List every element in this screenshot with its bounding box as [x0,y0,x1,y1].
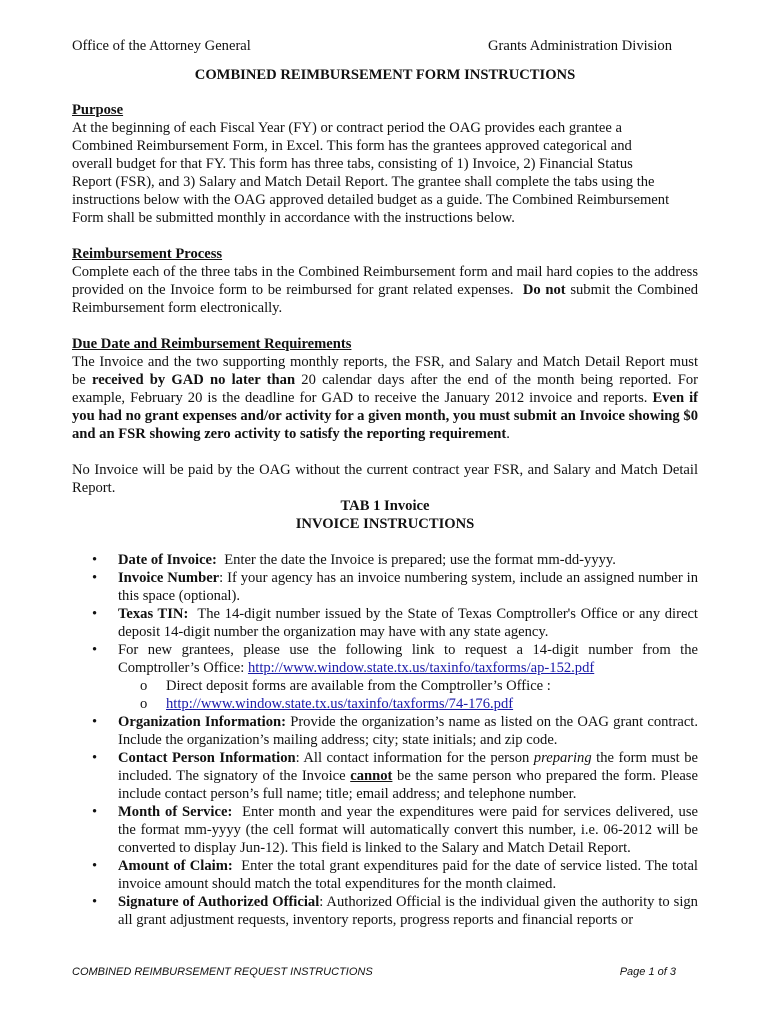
due-date-text-3: . [506,426,510,442]
due-date-text-1: The Invoice and the two supporting monthly reports, the FSR, and Salary and Match Detail Report must be [72,354,698,388]
tab-title: TAB 1 Invoice [340,498,430,514]
bullet-icon: • [92,714,98,730]
bullet-text: Enter month and year the expenditures were paid for services delivered, use the format mm-yyyy (the cell format will automatically convert this number, i.e. 06-2012 will be converted to display Jun-12). This field is linked to the Salary and Match Detail Report. [118,804,699,856]
bullet-cannot: cannot [350,768,393,784]
bullet-text: : If your agency has an invoice numbering system, include an assigned number in this space (optional). [118,570,698,604]
direct-deposit-form-link[interactable]: http://www.window.state.tx.us/taxinfo/taxforms/74-176.pdf [166,696,514,712]
reimbursement-text-main: Complete each of the three tabs in the Combined Reimbursement form and mail hard copies to the address provided on the Invoice form to be reimbursed for grant related expenses. [72,264,698,298]
list-item-texas-tin [72,605,698,641]
page-header [72,37,672,57]
bullet-label: Contact Person Information [118,750,296,766]
reimbursement-do-not: Do not [522,282,566,298]
list-item-organization-information [72,713,698,749]
list-item-amount-of-claim [72,857,698,893]
reimbursement-heading: Reimbursement Process [72,246,223,262]
bullet-text: The 14-digit number issued by the State of Texas Comptroller's Office or any direct deposit 14-digit number the organization may have with any state agency. [118,606,698,640]
document-body [72,101,698,929]
purpose-section [72,101,698,227]
due-date-text-2: 20 calendar days after the end of the month being reported. For example, February 20 is the deadline for GAD to receive the January 2012 invoice and reports. [72,372,699,406]
list-item-new-grantees [72,641,698,713]
bullet-label: Date of Invoice: [118,552,217,568]
purpose-line: Report (FSR), and 3) Salary and Match Detail Report. The grantee shall complete the tabs using the [72,174,655,190]
due-date-bold-2: Even if you had no grant expenses and/or activity for a given month, you must submit an Invoice showing $0 and an FSR showing zero activity to satisfy the reporting requirement [72,390,698,442]
invoice-instructions-list [72,551,698,929]
bullet-italic: preparing [533,750,592,766]
bullet-text: : All contact information for the person [295,750,530,766]
bullet-icon: • [92,642,98,658]
page-footer [72,963,676,979]
page-number: Page 1 of 3 [619,966,676,978]
comptroller-ap152-link[interactable]: http://www.window.state.tx.us/taxinfo/taxforms/ap-152.pdf [247,660,595,676]
bullet-icon: • [92,894,98,910]
bullet-icon: • [92,570,98,586]
document-title: COMBINED REIMBURSEMENT FORM INSTRUCTIONS [194,67,576,83]
sub-item-direct-deposit [118,677,698,695]
bullet-text: Provide the organization’s name as listed on the OAG grant contract. Include the organization’s mailing address; city; state initials; and zip code. [118,714,698,748]
list-item-invoice-number [72,569,698,605]
purpose-heading: Purpose [72,102,124,118]
sub-bullet-icon: o [140,696,148,712]
bullet-label: Amount of Claim: [118,858,233,874]
no-invoice-text: No Invoice will be paid by the OAG without the current contract year FSR, and Salary and Match Detail Report. [72,462,698,496]
bullet-icon: • [92,606,98,622]
bullet-text: the form must be included. The signatory of the Invoice [118,750,698,784]
bullet-text: For new grantees, please use the following link to request a 14-digit number from the Comptroller’s Office: [118,642,698,676]
purpose-line: At the beginning of each Fiscal Year (FY) or contract period the OAG provides each grantee a [72,120,622,136]
sub-item-link [118,695,698,713]
bullet-text: Enter the date the Invoice is prepared; use the format mm-dd-yyyy. [224,552,616,568]
due-date-text [72,353,698,443]
purpose-line: Form shall be submitted monthly in accordance with the instructions below. [72,210,515,226]
due-date-bold-1: received by GAD no later than [91,372,296,388]
bullet-label: Invoice Number [118,570,220,586]
bullet-label: Texas TIN: [118,606,189,622]
bullet-icon: • [92,552,98,568]
header-division: Grants Administration Division [487,38,672,54]
bullet-label: Month of Service: [118,804,233,820]
purpose-line: overall budget for that FY. This form has three tabs, consisting of 1) Invoice, 2) Financial Status [72,156,633,172]
purpose-line: Combined Reimbursement Form, in Excel. This form has the grantees approved categorical and [72,138,632,154]
bullet-icon: • [92,750,98,766]
reimbursement-section [72,245,698,317]
list-item-signature [72,893,698,929]
list-item-contact-person [72,749,698,803]
due-date-heading: Due Date and Reimbursement Requirements [72,336,352,352]
bullet-label: Organization Information: [118,714,286,730]
sub-item-text: Direct deposit forms are available from the Comptroller’s Office : [166,678,551,694]
list-item-date-of-invoice [72,551,698,569]
footer-title: COMBINED REIMBURSEMENT REQUEST INSTRUCTIONS [72,966,373,978]
bullet-text: : Authorized Official is the individual given the authority to sign all grant adjustment requests, inventory reports, progress reports and financial reports or [118,894,698,928]
tab-subtitle: INVOICE INSTRUCTIONS [295,516,475,532]
sub-list [118,677,698,713]
due-date-section [72,335,698,443]
bullet-text: be the same person who prepared the form. Please include contact person’s full name; title; email address; and telephone number. [118,768,698,802]
bullet-icon: • [92,804,98,820]
list-item-month-of-service [72,803,698,857]
purpose-text [72,119,698,227]
reimbursement-text-end: submit the Combined Reimbursement form electronically. [72,282,699,316]
bullet-label: Signature of Authorized Official [118,894,320,910]
bullet-text: Enter the total grant expenditures paid for the date of service listed. The total invoice amount should match the total expenditures for the month claimed. [118,858,698,892]
reimbursement-text [72,263,698,317]
header-office: Office of the Attorney General [72,38,251,54]
bullet-icon: • [92,858,98,874]
sub-bullet-icon: o [140,678,148,694]
purpose-line: instructions below with the OAG approved detailed budget as a guide. The Combined Reimbursement [72,192,670,208]
